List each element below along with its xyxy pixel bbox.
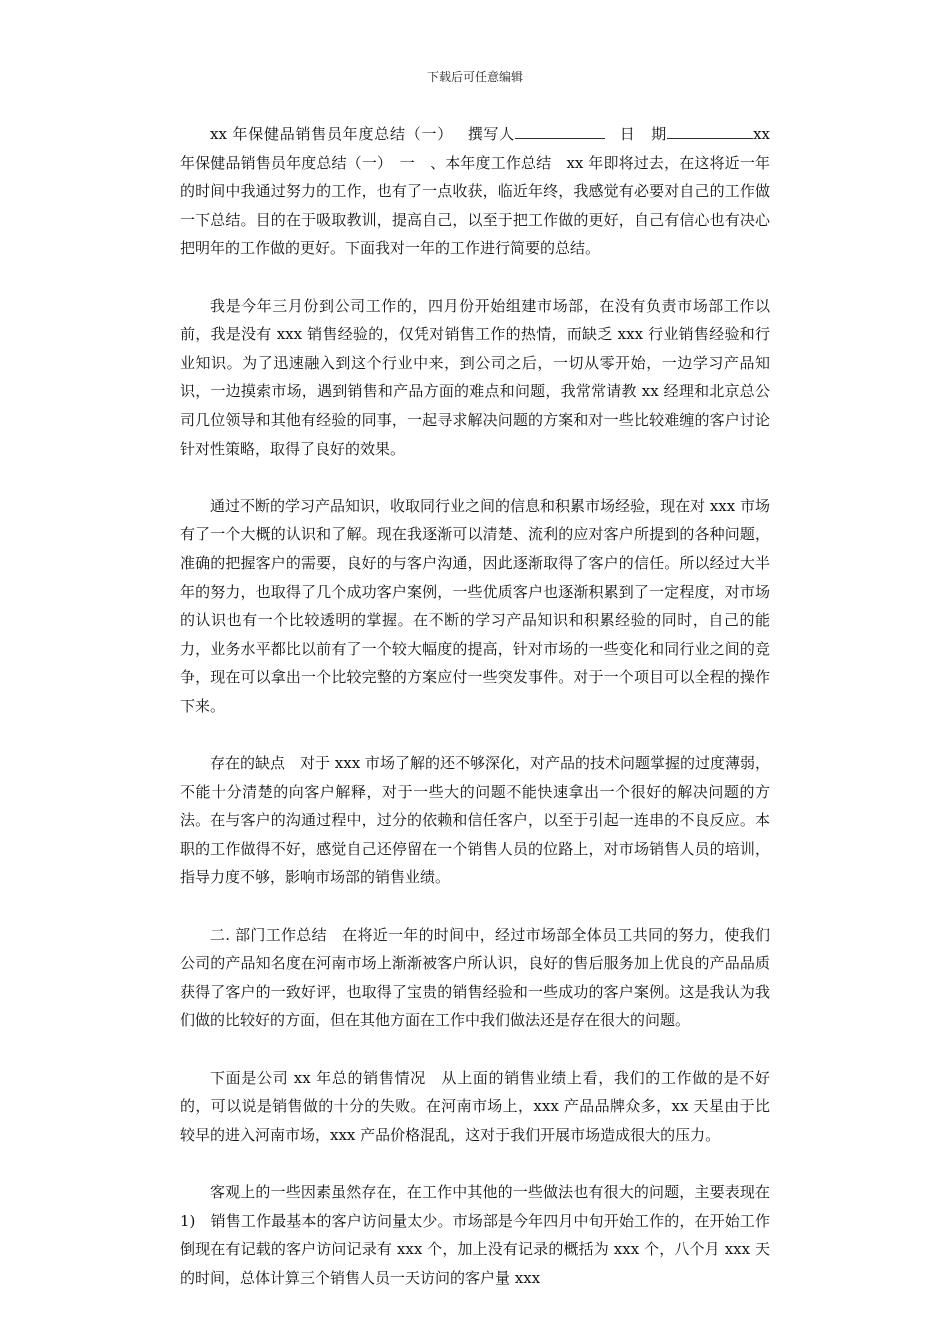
page-header: 下载后可任意编辑 <box>426 70 523 84</box>
body-paragraph: 下面是公司 xx 年总的销售情况 从上面的销售业绩上看，我们的工作做的是不好的，可以说是销售做的十分的失败。在河南市场上，xxx 产品品牌众多，xx 天星由于比较早的进入河南市场，xxx 产品价格混乱，这对于我们开展市场造成很大的压力。 <box>180 1068 770 1144</box>
body-paragraph: 存在的缺点 对于 xxx 市场了解的还不够深化，对产品的技术问题掌握的过度薄弱，不能十分清楚的向客户解释，对于一些大的问题不能快速拿出一个很好的解决问题的方法。在与客户的沟通过程中，过分的依赖和信任客户，以至于引起一连串的不良反应。本职的工作做得不好，感觉自己还停留在一个销售人员的位路上，对市场销售人员的培训，指导力度不够，影响市场部的销售业绩。 <box>180 754 770 887</box>
body-paragraph: 客观上的一些因素虽然存在，在工作中其他的一些做法也有很大的问题，主要表现在 1) 销售工作最基本的客户访问量太少。市场部是今年四月中旬开始工作的，在开始工作倒现在有记载的客户访问记录有 xxx 个，加上没有记录的概括为 xxx 个，八个月 xxx 天的时间，总体计算三个销售人员一天访问的客户量 xxx <box>180 1182 786 1287</box>
document-body <box>180 120 786 1321</box>
intro-paragraph <box>180 120 770 263</box>
date-label: 日 期 <box>619 125 668 143</box>
author-blank <box>515 122 605 139</box>
date-blank <box>667 122 753 139</box>
author-label: 撰写人 <box>467 125 516 143</box>
body-paragraph: 二. 部门工作总结 在将近一年的时间中，经过市场部全体员工共同的努力，使我们公司的产品知名度在河南市场上渐渐被客户所认识，良好的售后服务加上优良的产品品质获得了客户的一致好评，也取得了宝贵的销售经验和一些成功的客户案例。这是我认为我们做的比较好的方面，但在其他方面在工作中我们做法还是存在很大的问题。 <box>180 925 770 1030</box>
body-paragraph: 通过不断的学习产品知识，收取同行业之间的信息和积累市场经验，现在对 xxx 市场有了一个大概的认识和了解。现在我逐渐可以清楚、流利的应对客户所提到的各种问题，准确的把握客户的需要，良好的与客户沟通，因此逐渐取得了客户的信任。所以经过大半年的努力，也取得了几个成功客户案例，一些优质客户也逐渐积累到了一定程度，对市场的认识也有一个比较透明的掌握。在不断的学习产品知识和积累经验的同时，自己的能力，业务水平都比以前有了一个较大幅度的提高，针对市场的一些变化和同行业之间的竞争，现在可以拿出一个比较完整的方案应付一些突发事件。对于一个项目可以全程的操作下来。 <box>180 496 770 715</box>
intro-text: xx 年保健品销售员年度总结（一） 一 、本年度工作总结 xx 年即将过去，在这将近一年的时间中我通过努力的工作，也有了一点收获，临近年终，我感觉有必要对自己的工作做一下总结。目的在于吸取教训，提高自己，以至于把工作做的更好，自己有信心也有决心把明年的工作做的更好。下面我对一年的工作进行简要的总结。 <box>180 125 770 258</box>
document-title: xx 年保健品销售员年度总结（一） <box>210 125 453 143</box>
body-paragraph: 我是今年三月份到公司工作的，四月份开始组建市场部，在没有负责市场部工作以前，我是没有 xxx 销售经验的，仅凭对销售工作的热情，而缺乏 xxx 行业销售经验和行业知识。为了迅速融入到这个行业中来，到公司之后，一切从零开始，一边学习产品知识，一边摸索市场，遇到销售和产品方面的难点和问题，我常常请教 xx 经理和北京总公司几位领导和其他有经验的同事，一起寻求解决问题的方案和对一些比较难缠的客户讨论针对性策略，取得了良好的效果。 <box>180 296 770 458</box>
